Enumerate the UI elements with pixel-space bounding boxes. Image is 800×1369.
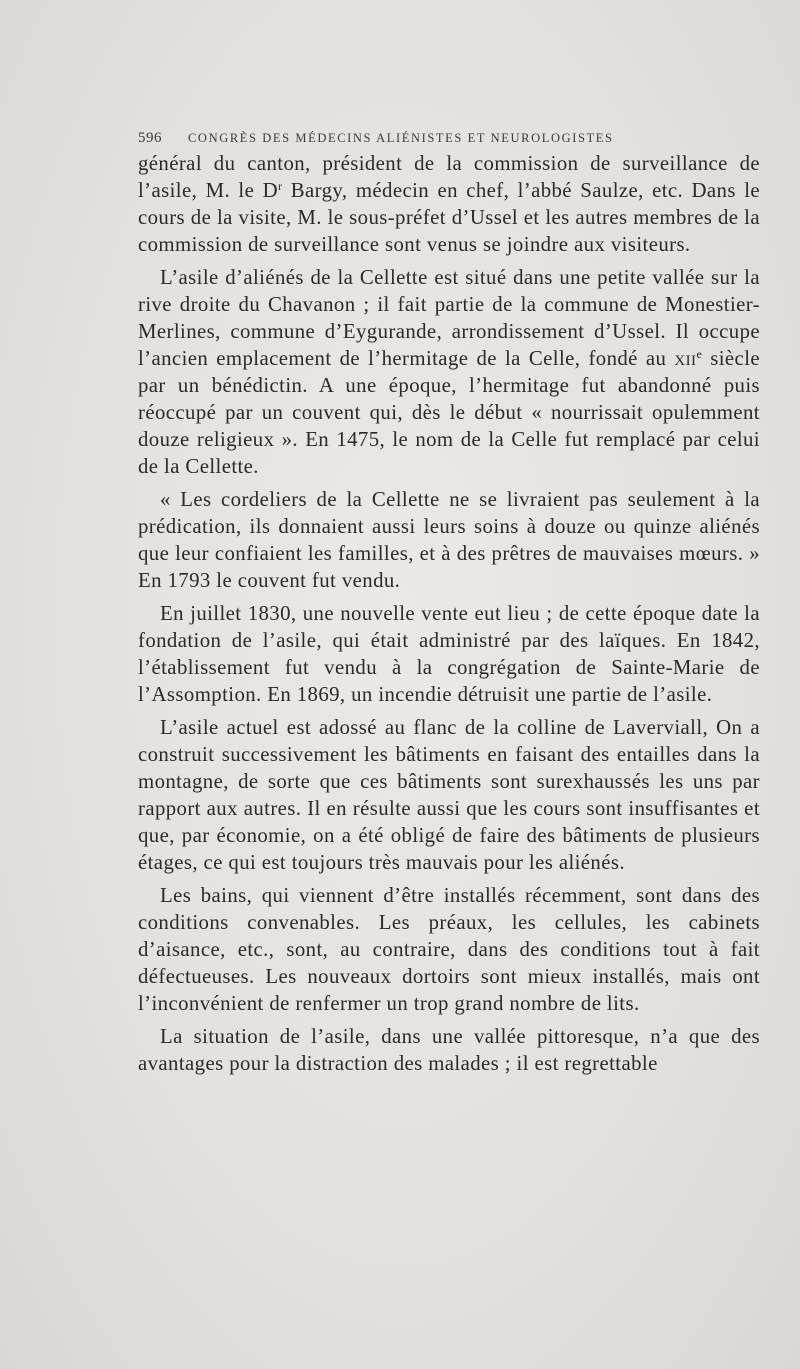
paragraph-1-start: général du canton, président de la commission de surveillance de l’asile, M. le D xyxy=(138,152,760,202)
paragraph-4: En juillet 1830, une nouvelle vente eut lieu ; de cette époque date la fondation de l’asile, qui était administré par des laïques. En 1842, l’établissement fut vendu à la congrégation de Sainte-Marie de l’Assomption. En 1869, un incendie détruisit une partie de l’asile. xyxy=(138,602,760,706)
paragraph-2-superscript: e xyxy=(696,347,703,361)
paragraph-3: « Les cordeliers de la Cellette ne se livraient pas seulement à la prédication, ils donnaient aussi leurs soins à douze ou quinze aliénés que leur confiaient les familles, et à des prêtres de mauvaises mœurs. » En 1793 le couvent fut vendu. xyxy=(138,488,760,592)
page-number: 596 xyxy=(138,130,162,146)
running-head xyxy=(138,130,768,152)
paragraph-1-rest: Bargy, médecin en chef, l’abbé Saulze, etc. Dans le cours de la visite, M. le sous-préfet d’Ussel et les autres membres de la commission de surveillance sont venus se joindre aux visiteurs. xyxy=(138,179,760,256)
paragraph-6: Les bains, qui viennent d’être installés récemment, sont dans des conditions convenables. Les préaux, les cellules, les cabinets d’aisance, etc., sont, au contraire, dans des conditions tout à fait défectueuses. Les nouveaux dortoirs sont mieux installés, mais ont l’inconvénient de renfermer un trop grand nombre de lits. xyxy=(138,884,760,1015)
paragraph-2-start: L’asile d’aliénés de la Cellette est situé dans une petite vallée sur la rive droite du Chavanon ; il fait partie de la commune de Monestier-Merlines, commune d’Eygurande, arrondissement d’Ussel. Il occupe l’ancien emplacement de l’hermitage de la Celle, fondé au xyxy=(138,266,760,370)
paragraph-2-rest: siècle par un bénédictin. A une époque, l’hermitage fut abandonné puis réoccupé par un couvent qui, dès le début « nourrissait opulemment douze religieux ». En 1475, le nom de la Celle fut remplacé par celui de la Cellette. xyxy=(138,347,761,478)
paragraph-7: La situation de l’asile, dans une vallée pittoresque, n’a que des avantages pour la distraction des malades ; il est regrettable xyxy=(138,1025,760,1075)
paragraph-2 xyxy=(138,264,760,480)
running-title: CONGRÈS DES MÉDECINS ALIÉNISTES ET NEUROLOGISTES xyxy=(188,131,614,145)
body-text xyxy=(138,150,760,1077)
paragraph-5: L’asile actuel est adossé au flanc de la colline de Laverviall, On a construit successivement les bâtiments en faisant des entailles dans la montagne, de sorte que ces bâtiments sont surexhaussés les uns par rapport aux autres. Il en résulte aussi que les cours sont insuffisantes et que, par économie, on a été obligé de faire des bâtiments de plusieurs étages, ce qui est toujours très mauvais pour les aliénés. xyxy=(138,716,760,874)
century-numeral: xii xyxy=(674,347,697,370)
paragraph-1 xyxy=(138,150,760,258)
paragraph-1-superscript: r xyxy=(278,179,283,193)
